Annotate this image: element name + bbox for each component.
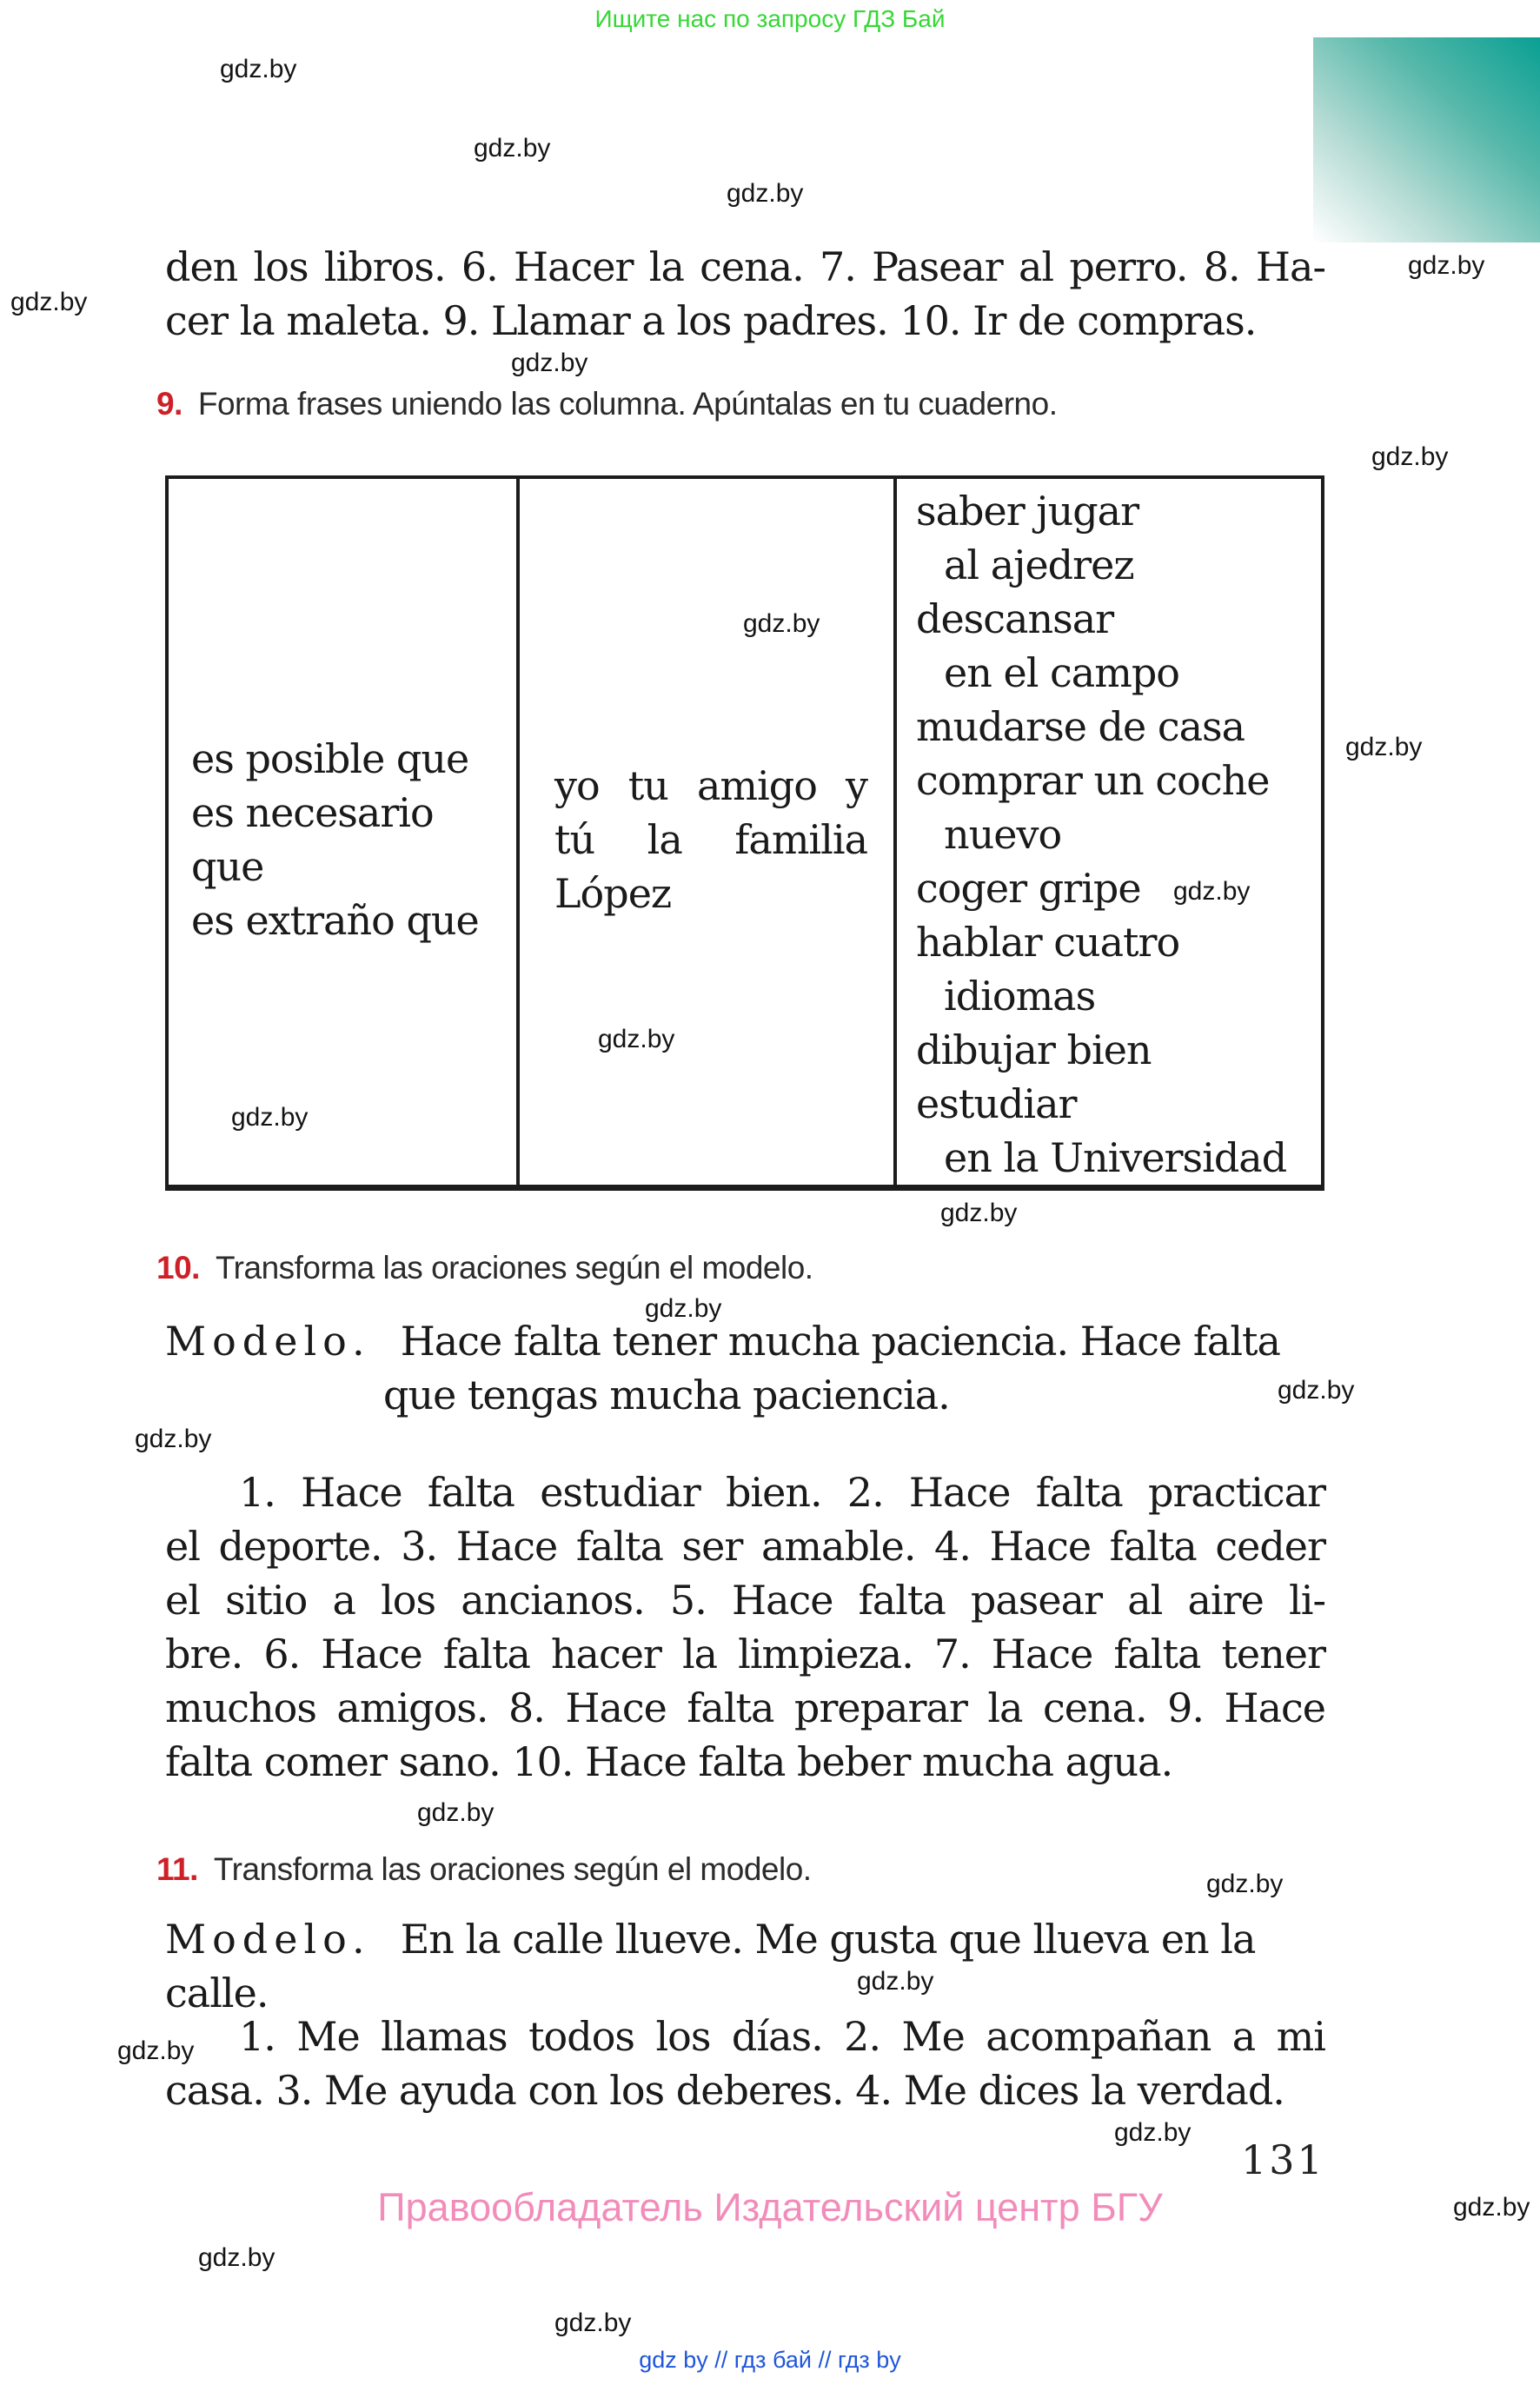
text-line: el sitio a los ancianos. 5. Hace falta pasear al aire li- xyxy=(165,1577,1325,1624)
exercise10-heading xyxy=(156,1250,813,1286)
table-cell-line: es posible que xyxy=(191,735,469,782)
gdz-watermark: gdz.by xyxy=(511,349,588,377)
table-column-subjects xyxy=(520,479,897,1185)
exercise11-title: Transforma las oraciones según el modelo. xyxy=(213,1851,812,1887)
gdz-watermark: gdz.by xyxy=(645,1294,722,1323)
gdz-watermark: gdz.by xyxy=(474,134,551,163)
gdz-watermark: gdz.by xyxy=(1345,733,1423,761)
text-line: cer la maleta. 9. Llamar a los padres. 10. Ir de compras. xyxy=(165,297,1257,344)
exercise10-modelo xyxy=(165,1314,1347,1422)
text-line: den los libros. 6. Hacer la cena. 7. Pasear al perro. 8. Ha- xyxy=(165,243,1325,290)
gdz-watermark: gdz.by xyxy=(231,1103,309,1132)
exercise11-modelo xyxy=(165,1912,1347,2020)
modelo-label: Modelo. xyxy=(165,1916,371,1963)
text-line xyxy=(165,1912,1347,2020)
table-column-expressions xyxy=(169,479,520,1185)
gdz-watermark: gdz.by xyxy=(743,609,820,638)
table-cell-line: dibujar bien xyxy=(916,1026,1152,1073)
text-line xyxy=(165,1314,1347,1368)
gdz-watermark: gdz.by xyxy=(1278,1376,1355,1405)
gdz-watermark: gdz.by xyxy=(940,1199,1018,1227)
text-line: 1. Me llamas todos los días. 2. Me acompañan a mi xyxy=(239,2013,1325,2060)
table-cell-line: comprar un coche xyxy=(916,757,1270,804)
gdz-watermark: gdz.by xyxy=(727,179,804,208)
table-cell-line: coger gripe xyxy=(916,865,1141,912)
gdz-watermark: gdz.by xyxy=(417,1798,495,1827)
gdz-watermark: gdz.by xyxy=(598,1025,675,1053)
gdz-watermark: gdz.by xyxy=(117,2036,195,2065)
exercise11-heading xyxy=(156,1851,812,1888)
table-cell-line: al ajedrez xyxy=(944,541,1134,588)
gdz-watermark: gdz.by xyxy=(135,1425,212,1453)
exercise11-number: 11. xyxy=(156,1851,198,1887)
table-cell-line: nuevo xyxy=(944,811,1062,858)
gdz-watermark: gdz.by xyxy=(1408,251,1485,280)
gdz-watermark: gdz.by xyxy=(1371,442,1449,471)
text-line: muchos amigos. 8. Hace falta preparar la cena. 9. Hace xyxy=(165,1684,1325,1731)
table-cell-line: en la Universidad xyxy=(944,1134,1287,1181)
footer-links: gdz by // гдз бай // гдз by xyxy=(639,2347,901,2373)
exercise10-number: 10. xyxy=(156,1250,200,1286)
text-line: bre. 6. Hace falta hacer la limpieza. 7. Hace falta tener xyxy=(165,1631,1325,1677)
table-cell-line: hablar cuatro xyxy=(916,919,1180,966)
gdz-watermark: gdz.by xyxy=(198,2243,275,2272)
table-cell-line: descansar xyxy=(916,595,1114,642)
modelo-text: En la calle llueve. Me gusta que llueva en la calle. xyxy=(165,1916,1256,2016)
promo-banner: Ищите нас по запросу ГДЗ Бай xyxy=(594,5,946,32)
table-column-actions xyxy=(897,479,1321,1185)
exercise10-title: Transforma las oraciones según el modelo. xyxy=(215,1250,813,1286)
table-cell-line: saber jugar xyxy=(916,488,1139,535)
text-line: falta comer sano. 10. Hace falta beber mucha agua. xyxy=(165,1738,1173,1785)
gdz-watermark: gdz.by xyxy=(1453,2193,1530,2222)
gdz-watermark: gdz.by xyxy=(1173,877,1251,906)
matching-table xyxy=(165,475,1324,1191)
teal-gradient-decoration xyxy=(1313,37,1540,242)
exercise10-paragraph xyxy=(165,1465,1325,1789)
gdz-watermark: gdz.by xyxy=(554,2309,632,2337)
table-cell-line: tú la familia xyxy=(554,816,867,863)
text-line: que tengas mucha paciencia. xyxy=(383,1372,950,1418)
table-cell-line: es extraño que xyxy=(191,897,479,944)
table-cell-line: López xyxy=(554,870,672,917)
text-line: casa. 3. Me ayuda con los deberes. 4. Me dices la verdad. xyxy=(165,2067,1284,2114)
gdz-watermark: gdz.by xyxy=(1114,2118,1192,2147)
gdz-watermark: gdz.by xyxy=(10,288,88,316)
table-cell-line: mudarse de casa xyxy=(916,703,1245,750)
exercise9-number: 9. xyxy=(156,386,183,422)
exercise9-title: Forma frases uniendo las columna. Apúntalas en tu cuaderno. xyxy=(197,386,1058,422)
modelo-label: Modelo. xyxy=(165,1318,371,1365)
exercise9-heading xyxy=(156,386,1057,422)
modelo-text: Hace falta tener mucha paciencia. Hace falta xyxy=(400,1318,1280,1365)
text-line: 1. Hace falta estudiar bien. 2. Hace falta practicar xyxy=(239,1469,1325,1516)
table-cell-line: estudiar xyxy=(916,1080,1077,1127)
intro-paragraph xyxy=(165,240,1325,348)
text-line: el deporte. 3. Hace falta ser amable. 4. Hace falta ceder xyxy=(165,1523,1325,1570)
table-cell-line: en el campo xyxy=(944,649,1179,696)
gdz-watermark: gdz.by xyxy=(1206,1870,1284,1898)
copyright-notice: Правообладатель Издательский центр БГУ xyxy=(377,2185,1163,2229)
table-cell-line: idiomas xyxy=(944,973,1096,1020)
gdz-watermark: gdz.by xyxy=(220,55,297,83)
gdz-watermark: gdz.by xyxy=(857,1967,934,1996)
table-cell-line: es necesario que xyxy=(191,789,434,890)
table-cell-line: yo tu amigo y xyxy=(554,762,867,809)
exercise11-paragraph xyxy=(165,2010,1325,2117)
page-number: 131 xyxy=(1241,2136,1325,2183)
